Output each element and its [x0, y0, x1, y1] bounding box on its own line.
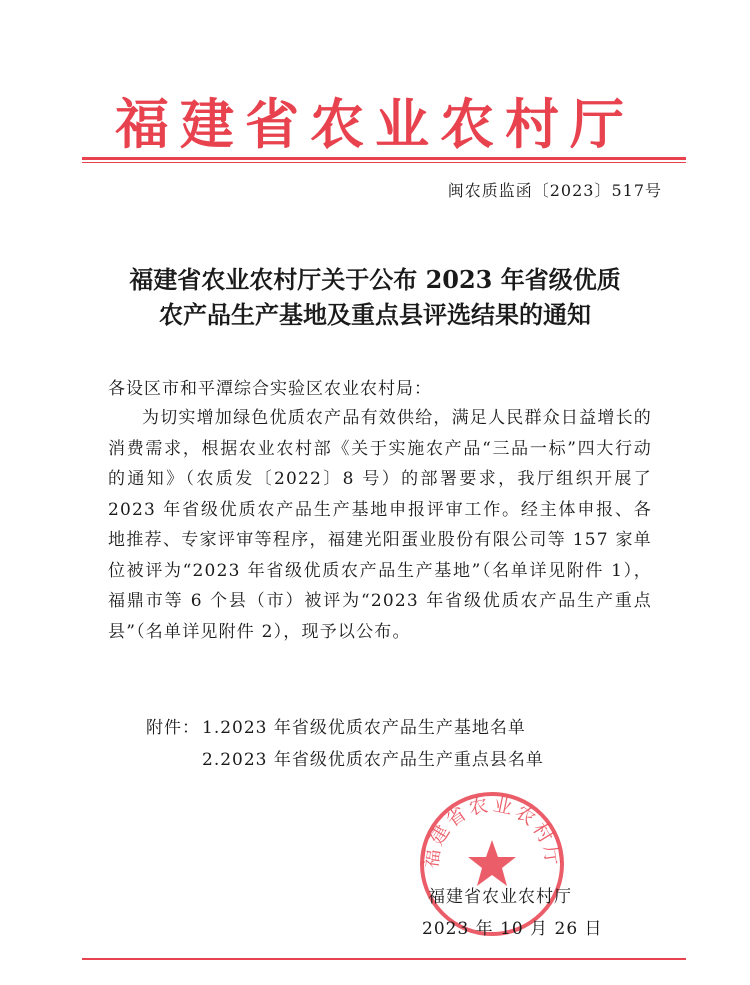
document-header-org: 福建省农业农村厅: [115, 92, 635, 156]
document-number: 闽农质监函〔2023〕517号: [447, 181, 662, 200]
attachment-item: 2.2023 年省级优质农产品生产重点县名单: [202, 750, 544, 770]
signature-date: 2023 年 10 月 26 日: [422, 919, 603, 939]
attachments-list: [146, 712, 544, 776]
body-paragraph: 为切实增加绿色优质农产品有效供给，满足人民群众日益增长的消费需求，根据农业农村部《关于实施农产品“三品一标”四大行动的通知》（农质发〔2022〕8 号）的部署要求，我厅组织开展了 2023 年省级优质农产品生产基地申报评审工作。经主体申报、各地推荐、专家评审等程序，福建光阳蛋业股份有限公司等 157 家单位被评为“2023 年省级优质农产品生产基地”（名单详见附件 1），福鼎市等 6 个县（市）被评为“2023 年省级优质农产品生产重点县”（名单详见附件 2），现予以公布。: [108, 408, 652, 642]
attachments-label: 附件：: [146, 718, 200, 738]
seal-text: 福建省农业农村厅: [420, 793, 564, 870]
seal-star-icon: [468, 840, 516, 886]
attachment-row: [146, 712, 544, 744]
attachment-item: 1.2023 年省级优质农产品生产基地名单: [202, 718, 526, 738]
header-red-rule-thin: [82, 162, 686, 163]
signature-org: 福建省农业农村厅: [428, 887, 572, 907]
document-title-line-1: 福建省农业农村厅关于公布 2023 年省级优质: [129, 265, 621, 294]
header-red-rule: [82, 157, 686, 160]
document-title: [0, 262, 750, 332]
attachment-row: [146, 744, 544, 776]
document-title-line-2: 农产品生产基地及重点县评选结果的通知: [159, 300, 591, 329]
salutation: 各设区市和平潭综合实验区农业农村局：: [108, 379, 432, 399]
footer-red-rule: [82, 958, 686, 960]
